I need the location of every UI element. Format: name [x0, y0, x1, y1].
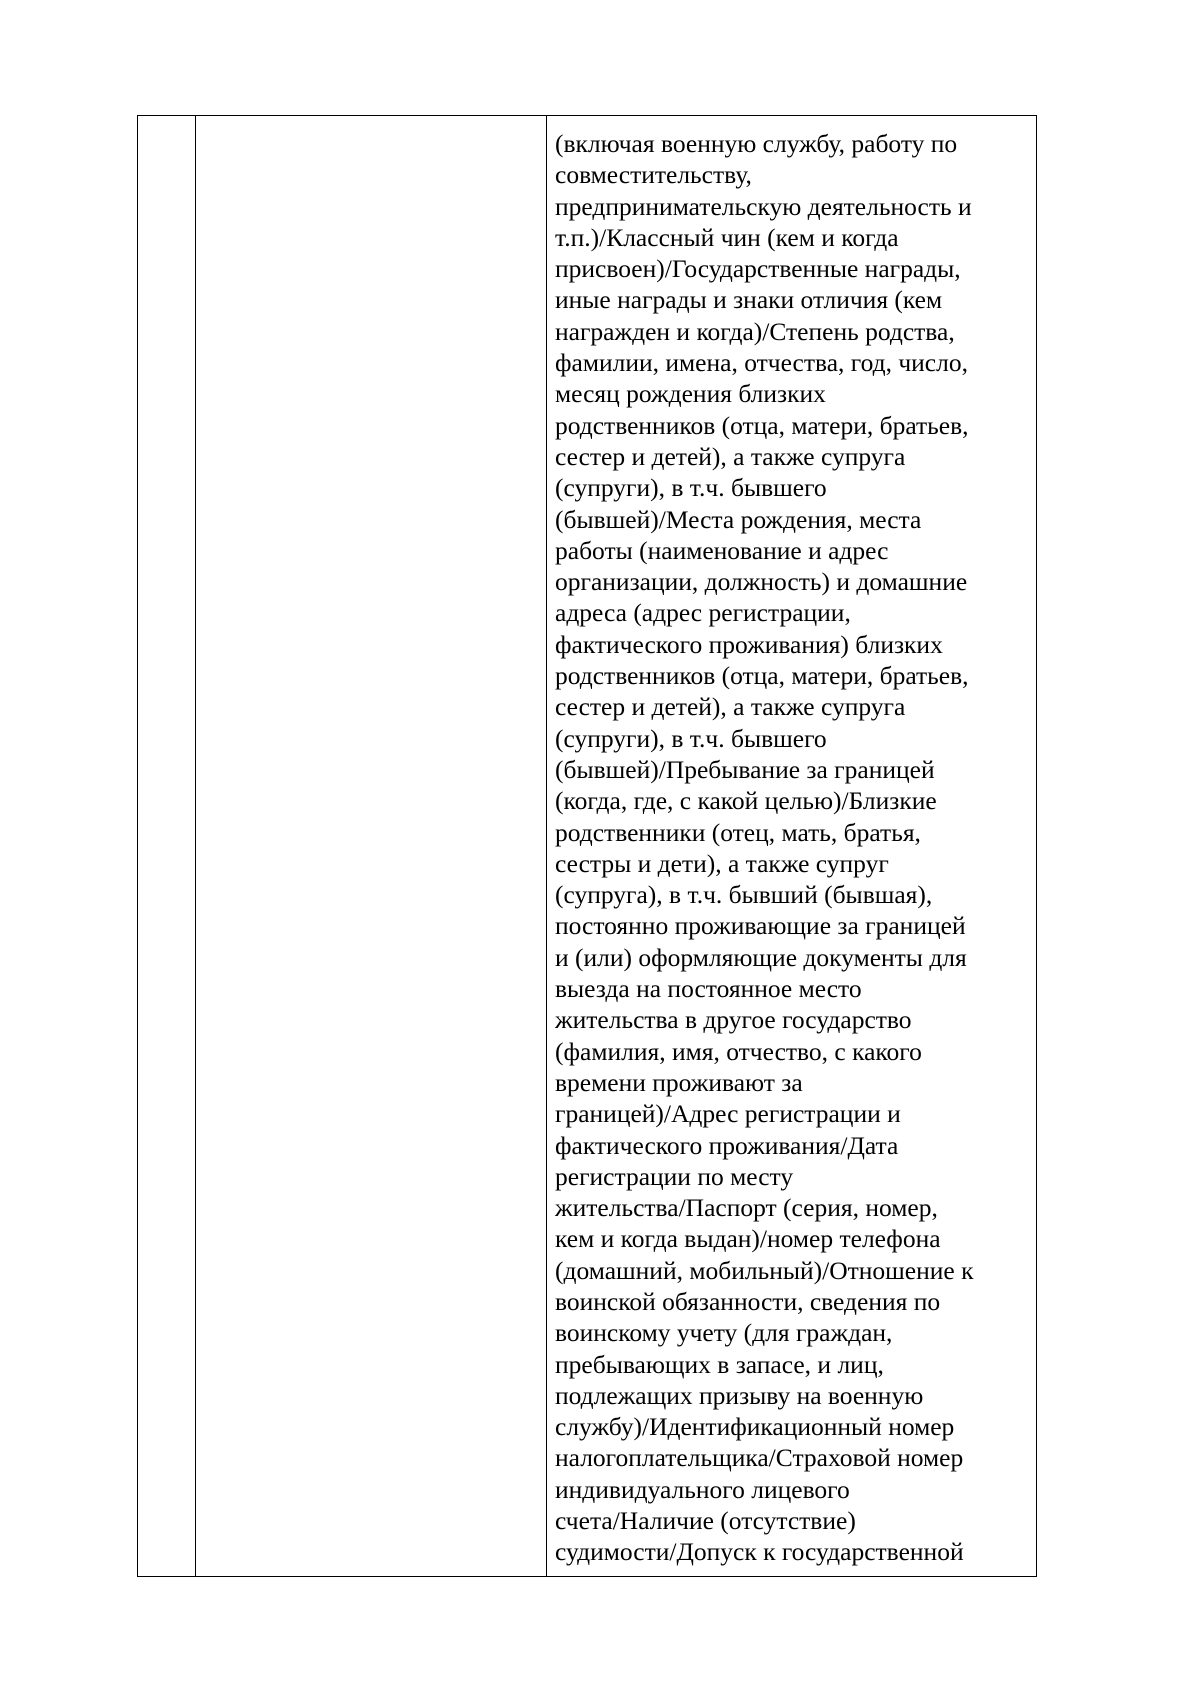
description-line: предпринимательскую деятельность и: [555, 191, 972, 221]
description-line: сестер и детей), а также супруга: [555, 692, 906, 722]
description-line: (когда, где, с какой целью)/Близкие: [555, 786, 937, 816]
table-row: [138, 116, 1037, 1577]
description-line: родственники (отец, мать, братья,: [555, 817, 921, 847]
description-line: (бывшей)/Места рождения, места: [555, 504, 922, 534]
description-line: (фамилия, имя, отчество, с какого: [555, 1036, 922, 1066]
description-line: пребывающих в запасе, и лиц,: [555, 1349, 884, 1379]
description-line: (домашний, мобильный)/Отношение к: [555, 1255, 974, 1285]
document-table: [137, 115, 1037, 1577]
description-line: выезда на постоянное место: [555, 974, 862, 1004]
description-line: адреса (адрес регистрации,: [555, 598, 851, 628]
table-cell-description: [547, 116, 1037, 1577]
description-line: (бывшей)/Пребывание за границей: [555, 754, 935, 784]
description-text-block: [547, 116, 1036, 1568]
table-cell-number: [138, 116, 196, 1577]
description-line: месяц рождения близких: [555, 379, 826, 409]
description-line: фамилии, имена, отчества, год, число,: [555, 348, 968, 378]
description-line: жительства/Паспорт (серия, номер,: [555, 1193, 938, 1223]
description-line: индивидуального лицевого: [555, 1474, 850, 1504]
description-line: постоянно проживающие за границей: [555, 911, 966, 941]
description-line: фактического проживания) близких: [555, 629, 943, 659]
description-line: воинскому учету (для граждан,: [555, 1318, 893, 1348]
table-cell-name: [196, 116, 547, 1577]
description-line: (супруги), в т.ч. бывшего: [555, 473, 827, 503]
description-line: т.п.)/Классный чин (кем и когда: [555, 222, 899, 252]
description-line: организации, должность) и домашние: [555, 567, 968, 597]
description-line: подлежащих призыву на военную: [555, 1380, 924, 1410]
description-line: времени проживают за: [555, 1067, 803, 1097]
description-line: работы (наименование и адрес: [555, 535, 889, 565]
description-line: и (или) оформляющие документы для: [555, 942, 967, 972]
description-line: границей)/Адрес регистрации и: [555, 1099, 901, 1129]
description-line: совместительству,: [555, 160, 752, 190]
description-line: иные награды и знаки отличия (кем: [555, 285, 943, 315]
description-line: кем и когда выдан)/номер телефона: [555, 1224, 941, 1254]
description-line: (супруга), в т.ч. бывший (бывшая),: [555, 880, 933, 910]
description-line: воинской обязанности, сведения по: [555, 1286, 941, 1316]
description-line: судимости/Допуск к государственной: [555, 1537, 964, 1567]
description-line: сестер и детей), а также супруга: [555, 441, 906, 471]
description-line: награжден и когда)/Степень родства,: [555, 316, 955, 346]
description-line: фактического проживания/Дата: [555, 1130, 899, 1160]
description-line: службу)/Идентификационный номер: [555, 1412, 955, 1442]
description-line: родственников (отца, матери, братьев,: [555, 661, 969, 691]
description-line: счета/Наличие (отсутствие): [555, 1506, 856, 1536]
description-line: регистрации по месту: [555, 1161, 794, 1191]
description-line: жительства в другое государство: [555, 1005, 912, 1035]
description-line: (супруги), в т.ч. бывшего: [555, 723, 827, 753]
description-line: присвоен)/Государственные награды,: [555, 254, 961, 284]
description-line: сестры и дети), а также супруг: [555, 848, 889, 878]
description-line: родственников (отца, матери, братьев,: [555, 410, 969, 440]
description-line: налогоплательщика/Страховой номер: [555, 1443, 964, 1473]
description-line: (включая военную службу, работу по: [555, 129, 958, 158]
